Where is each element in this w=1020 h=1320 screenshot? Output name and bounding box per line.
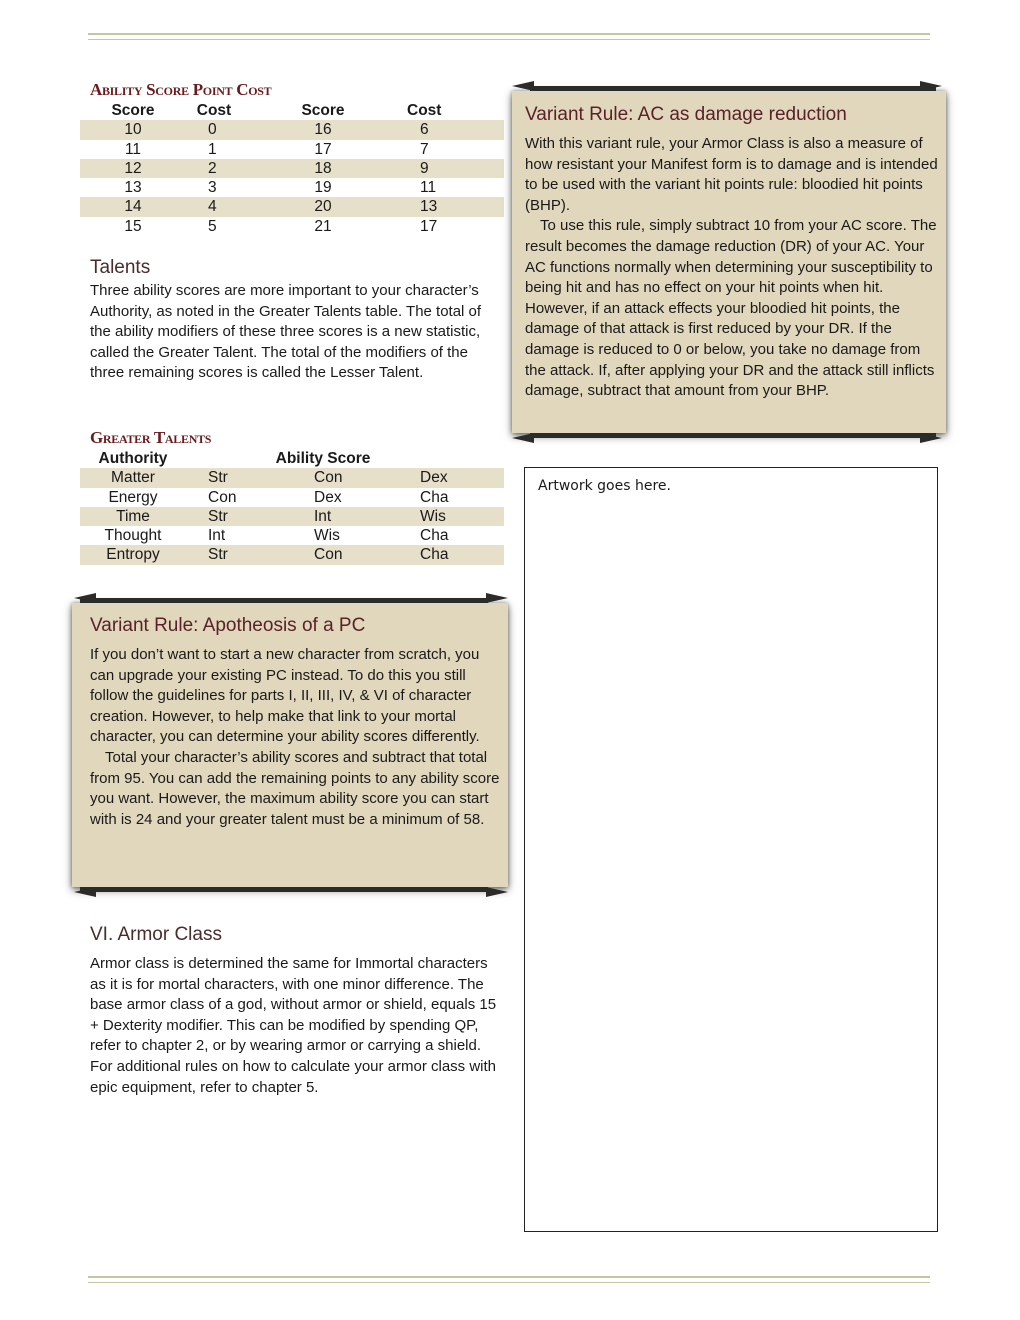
header-rule xyxy=(88,33,930,40)
table-cell: Con xyxy=(208,488,237,506)
table-row xyxy=(80,468,504,487)
table-row xyxy=(80,507,504,526)
corner-tab-icon xyxy=(486,593,508,603)
artwork-placeholder-text: Artwork goes here. xyxy=(538,478,671,494)
table-cell: 7 xyxy=(420,140,429,158)
armor-class-paragraph: Armor class is determined the same for Immortal characters as it is for mortal characters, with one minor difference. The base armor class of a god, without armor or shield, equals 15 + Dexterity modifier. This can be modified by spending QP, refer to chapter 2, or by wearing armor or carrying a shield. For additional rules on how to calculate your armor class with epic equipment, refer to chapter 5. xyxy=(90,955,497,1096)
apotheosis-paragraph-1: If you don’t want to start a new character from scratch, you can upgrade your existing PC instead. To do this you still follow the guidelines for parts I, II, III, IV, & VI of character creation. However, to help make that link to your mortal character, you can determine your ability scores differently. xyxy=(90,646,480,746)
table-cell: 0 xyxy=(186,120,242,139)
table-cell: 4 xyxy=(186,197,242,216)
col-header: Ability Score xyxy=(275,450,371,467)
table-cell: Int xyxy=(314,507,420,526)
table-row xyxy=(80,217,504,236)
sidebar-bottom-bar xyxy=(80,887,488,892)
table-row xyxy=(80,178,504,197)
table-cell: 13 xyxy=(404,197,504,216)
talents-paragraph: Three ability scores are more important to your character’s Authority, as noted in the Greater Talents table. The total of the ability modifiers of these three scores is a new statistic, called the Greater Talent. The total of the modifiers of the three remaining scores is called the Lesser Talent. xyxy=(90,282,482,382)
table-cell: Dex xyxy=(420,468,504,487)
artwork-placeholder-box xyxy=(524,467,938,1232)
ac-damage-title: Variant Rule: AC as damage reduction xyxy=(525,104,847,125)
table-cell: 17 xyxy=(420,217,438,235)
table-cell: Time xyxy=(80,507,186,526)
corner-tab-icon xyxy=(74,593,96,603)
table-cell: 10 xyxy=(80,120,186,139)
table-cell: Cha xyxy=(420,488,449,506)
col-header: Cost xyxy=(196,102,232,119)
apotheosis-text xyxy=(90,645,502,830)
table-header-row xyxy=(80,101,504,120)
table-cell: Cha xyxy=(420,527,449,545)
table-row xyxy=(80,120,504,139)
table-cell: Str xyxy=(186,545,314,564)
talents-title: Talents xyxy=(90,257,151,278)
armor-class-title: VI. Armor Class xyxy=(90,924,222,945)
corner-tab-icon xyxy=(512,433,534,443)
table-cell: Wis xyxy=(314,527,340,545)
apotheosis-paragraph-2: Total your character’s ability scores and subtract that total from 95. You can add the remaining points to any ability score you want. However, the maximum ability score you can start with is 24 and your greater talent must be a minimum of 58. xyxy=(90,748,500,828)
corner-tab-icon xyxy=(920,433,942,443)
table-cell: 9 xyxy=(404,159,504,178)
table-cell: Con xyxy=(314,545,420,564)
table-cell: 5 xyxy=(208,217,217,235)
armor-class-text xyxy=(90,954,500,1098)
table-row xyxy=(80,488,504,507)
corner-tab-icon xyxy=(74,887,96,897)
table-cell: 2 xyxy=(186,159,242,178)
table-cell: Str xyxy=(186,507,314,526)
ac-damage-paragraph-1: With this variant rule, your Armor Class is also a measure of how resistant your Manifest form is to damage and is intended to be used with the variant hit points rule: bloodied hit points (BHP). xyxy=(525,135,938,214)
table-cell: 18 xyxy=(242,159,404,178)
table-cell: 19 xyxy=(314,179,332,197)
corner-tab-icon xyxy=(512,81,534,91)
table-cell: Wis xyxy=(420,507,504,526)
col-header-blank xyxy=(420,449,504,468)
sidebar-bottom-bar xyxy=(530,433,936,438)
col-header: Cost xyxy=(407,102,442,119)
col-header: Score xyxy=(301,102,345,119)
greater-talents-table xyxy=(80,449,504,565)
greater-talents-heading: Greater Talents xyxy=(90,428,212,447)
table-cell: 11 xyxy=(420,179,437,197)
footer-rule xyxy=(88,1276,930,1283)
sidebar-top-bar xyxy=(530,86,936,91)
col-header: Score xyxy=(111,102,155,119)
table-cell: Con xyxy=(314,468,420,487)
table-cell: 1 xyxy=(208,140,217,158)
table-cell: Cha xyxy=(420,545,504,564)
table-row xyxy=(80,159,504,178)
table-cell: Energy xyxy=(108,488,158,506)
table-row xyxy=(80,197,504,216)
table-cell: 17 xyxy=(314,140,332,158)
table-cell: 14 xyxy=(80,197,186,216)
table-cell: Thought xyxy=(104,527,162,545)
talents-text xyxy=(90,281,498,384)
ac-damage-paragraph-2: To use this rule, simply subtract 10 from your AC score. The result becomes the damage reduction (DR) of your AC. Your AC functions normally when determining your susceptibility to being hit and has no effect on your hit points when hit. However, if an attack effects your bloodied hit points, the damage of that attack is first reduced by your DR. If the damage is reduced to 0 or below, you take no damage from the attack. If, after applying your DR and the attack still inflicts damage, subtract that amount from your BHP. xyxy=(525,217,937,400)
table-cell: Entropy xyxy=(80,545,186,564)
table-row xyxy=(80,545,504,564)
table-cell: 20 xyxy=(242,197,404,216)
ability-cost-table xyxy=(80,101,504,236)
apotheosis-title: Variant Rule: Apotheosis of a PC xyxy=(90,615,366,636)
table-cell: 15 xyxy=(124,217,142,235)
col-header: Authority xyxy=(98,450,168,467)
apotheosis-sidebar xyxy=(72,603,508,887)
table-header-row xyxy=(80,449,504,468)
table-row xyxy=(80,140,504,159)
ac-damage-text xyxy=(525,134,941,402)
table-cell: Dex xyxy=(314,488,342,506)
table-cell: 3 xyxy=(208,179,217,197)
corner-tab-icon xyxy=(920,81,942,91)
table-cell: Matter xyxy=(80,468,186,487)
table-cell: Str xyxy=(186,468,314,487)
table-cell: 6 xyxy=(404,120,504,139)
table-cell: 13 xyxy=(124,179,142,197)
ability-cost-heading: Ability Score Point Cost xyxy=(90,80,272,99)
table-cell: 12 xyxy=(80,159,186,178)
table-row xyxy=(80,526,504,545)
sidebar-top-bar xyxy=(80,598,488,603)
ac-damage-sidebar xyxy=(512,91,946,433)
table-cell: 21 xyxy=(314,217,332,235)
table-cell: 11 xyxy=(124,140,142,158)
table-cell: 16 xyxy=(242,120,404,139)
table-cell: Int xyxy=(208,527,226,545)
corner-tab-icon xyxy=(486,887,508,897)
